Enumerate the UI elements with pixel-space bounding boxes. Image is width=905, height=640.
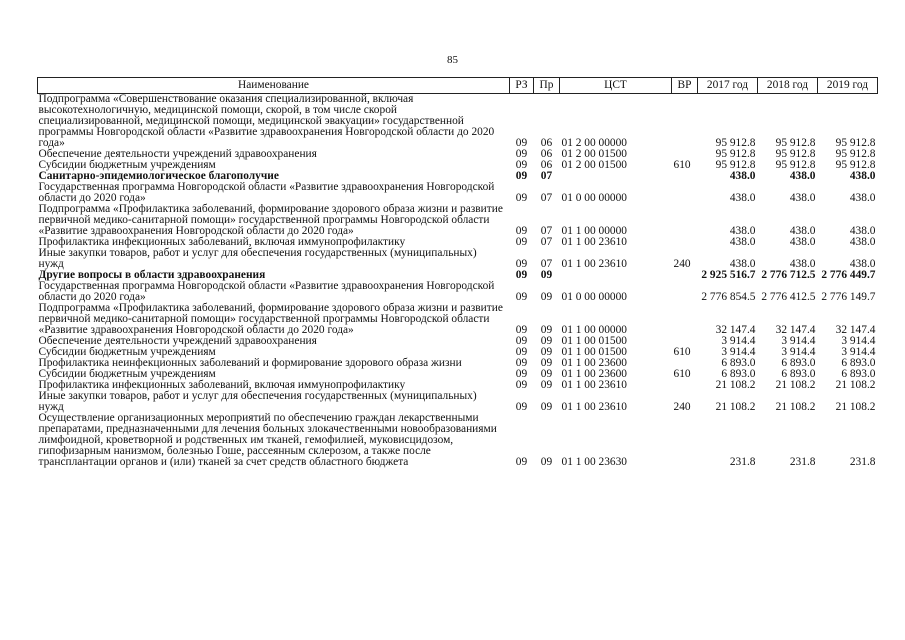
cell-y2018: 6 893.0 xyxy=(781,357,816,369)
cell-y2017: 438.0 xyxy=(729,192,756,204)
cell-cst: 01 0 00 00000 xyxy=(561,291,627,303)
cell-cst: 01 2 00 00000 xyxy=(561,137,627,149)
cell-y2018: 2 776 412.5 xyxy=(761,291,816,303)
cell-rz: 09 xyxy=(515,368,528,380)
cell-rz: 09 xyxy=(515,335,528,347)
cell-y2017: 3 914.4 xyxy=(721,346,756,358)
cell-name: Подпрограмма «Профилактика заболеваний, формирование здорового образа жизни и развитие первичной медико-санитарной помощи» государственной программы Новгородской области «Развитие здравоохранения Новгородской области до 2020 года» xyxy=(38,302,503,336)
cell-name: Обеспечение деятельности учреждений здравоохранения xyxy=(38,148,317,160)
cell-vr: 610 xyxy=(673,368,691,380)
header-vr: ВР xyxy=(672,78,698,94)
cell-y2018: 3 914.4 xyxy=(781,335,816,347)
cell-name: Другие вопросы в области здравоохранения xyxy=(38,269,266,281)
cell-y2019: 3 914.4 xyxy=(841,346,876,358)
header-row xyxy=(38,78,878,94)
cell-pr: 09 xyxy=(540,456,553,468)
cell-rz: 09 xyxy=(515,148,528,160)
cell-y2017: 6 893.0 xyxy=(721,368,756,380)
cell-vr xyxy=(672,182,698,204)
cell-pr: 09 xyxy=(540,368,553,380)
table-row xyxy=(38,281,878,303)
table-row xyxy=(38,94,878,150)
header-pr: Пр xyxy=(534,78,560,94)
cell-y2019: 438.0 xyxy=(849,225,876,237)
cell-name: Подпрограмма «Совершенствование оказания специализированной, включая высокотехнологичную, медицинской помощи, скорой, в том числе скорой специализированной, медицинской помощи, медицинской эвакуации» государственной программы Новгородской области «Развитие здравоохранения Новгородской области до 2020 года» xyxy=(38,93,495,149)
cell-pr: 09 xyxy=(540,269,553,281)
cell-y2018: 3 914.4 xyxy=(781,346,816,358)
cell-name: Осуществление организационных мероприятий по обеспечению граждан лекарственными препаратами, предназначенными для лечения больных злокачественными новообразованиями лимфоидной, кроветворной и родственных им тканей, гемофилией, муковисцидозом, гипофизарным нанизмом, болезнью Гоше, рассеянным склерозом, а также после трансплантации органов и (или) тканей за счет средств областного бюджета xyxy=(38,412,497,468)
cell-pr: 09 xyxy=(540,346,553,358)
cell-name: Субсидии бюджетным учреждениям xyxy=(38,346,216,358)
cell-pr: 09 xyxy=(540,357,553,369)
cell-y2018: 95 912.8 xyxy=(775,148,816,160)
cell-y2019: 6 893.0 xyxy=(841,368,876,380)
header-2018: 2018 год xyxy=(758,78,818,94)
cell-pr: 06 xyxy=(540,137,553,149)
header-2017: 2017 год xyxy=(698,78,758,94)
cell-y2017: 21 108.2 xyxy=(715,379,756,391)
cell-y2017: 32 147.4 xyxy=(715,324,756,336)
cell-y2018: 32 147.4 xyxy=(775,324,816,336)
cell-rz: 09 xyxy=(515,357,528,369)
cell-name: Субсидии бюджетным учреждениям xyxy=(38,159,216,171)
cell-y2019: 438.0 xyxy=(849,236,876,248)
cell-rz: 09 xyxy=(515,170,528,182)
cell-name: Государственная программа Новгородской области «Развитие здравоохранения Новгородской области до 2020 года» xyxy=(38,181,495,204)
cell-name: Профилактика инфекционных заболеваний, включая иммунопрофилактику xyxy=(38,379,406,391)
cell-y2018: 438.0 xyxy=(789,192,816,204)
cell-y2017: 2 925 516.7 xyxy=(701,269,756,281)
cell-vr xyxy=(672,281,698,303)
cell-rz: 09 xyxy=(515,137,528,149)
cell-y2019: 95 912.8 xyxy=(835,148,876,160)
table-row xyxy=(38,413,878,468)
cell-rz: 09 xyxy=(515,258,528,270)
header-rz: РЗ xyxy=(510,78,534,94)
cell-cst: 01 1 00 23610 xyxy=(561,258,627,270)
cell-cst: 01 1 00 23630 xyxy=(561,456,627,468)
cell-rz: 09 xyxy=(515,192,528,204)
cell-rz: 09 xyxy=(515,225,528,237)
cell-y2019: 21 108.2 xyxy=(835,379,876,391)
header-name: Наименование xyxy=(38,78,510,94)
cell-y2019: 2 776 449.7 xyxy=(821,269,876,281)
cell-vr xyxy=(672,94,698,150)
cell-rz: 09 xyxy=(515,291,528,303)
cell-y2018: 438.0 xyxy=(789,236,816,248)
cell-y2017: 438.0 xyxy=(729,258,756,270)
cell-rz: 09 xyxy=(515,159,528,171)
cell-y2019: 32 147.4 xyxy=(835,324,876,336)
cell-pr: 07 xyxy=(540,236,553,248)
cell-y2018: 21 108.2 xyxy=(775,401,816,413)
cell-y2019: 438.0 xyxy=(849,258,876,270)
cell-name: Профилактика инфекционных заболеваний, включая иммунопрофилактику xyxy=(38,236,406,248)
cell-vr xyxy=(672,380,698,391)
cell-rz: 09 xyxy=(515,269,528,281)
cell-pr: 09 xyxy=(540,324,553,336)
cell-y2017: 438.0 xyxy=(729,170,756,182)
cell-cst: 01 1 00 01500 xyxy=(561,335,627,347)
cell-name: Подпрограмма «Профилактика заболеваний, формирование здорового образа жизни и развитие первичной медико-санитарной помощи» государственной программы Новгородской области «Развитие здравоохранения Новгородской области до 2020 года» xyxy=(38,203,503,237)
cell-pr: 09 xyxy=(540,401,553,413)
cell-rz: 09 xyxy=(515,236,528,248)
cell-name: Обеспечение деятельности учреждений здравоохранения xyxy=(38,335,317,347)
budget-table xyxy=(37,77,878,468)
cell-cst: 01 1 00 23610 xyxy=(561,401,627,413)
cell-pr: 07 xyxy=(540,170,553,182)
cell-y2019: 6 893.0 xyxy=(841,357,876,369)
cell-cst: 01 1 00 01500 xyxy=(561,346,627,358)
cell-vr xyxy=(672,303,698,336)
cell-y2019: 3 914.4 xyxy=(841,335,876,347)
table-row xyxy=(38,391,878,413)
cell-cst: 01 1 00 23610 xyxy=(561,379,627,391)
cell-rz: 09 xyxy=(515,456,528,468)
header-cst: ЦСТ xyxy=(560,78,672,94)
cell-pr: 09 xyxy=(540,335,553,347)
cell-cst: 01 1 00 23600 xyxy=(561,357,627,369)
cell-pr: 06 xyxy=(540,159,553,171)
cell-cst: 01 2 00 01500 xyxy=(561,159,627,171)
cell-name: Санитарно-эпидемиологическое благополучие xyxy=(38,170,279,182)
cell-y2019: 438.0 xyxy=(849,192,876,204)
cell-y2018: 438.0 xyxy=(789,225,816,237)
cell-cst xyxy=(560,171,672,182)
table-row xyxy=(38,204,878,237)
cell-name: Иные закупки товаров, работ и услуг для обеспечения государственных (муниципальных) нужд xyxy=(38,390,477,413)
cell-pr: 07 xyxy=(540,225,553,237)
cell-y2019: 2 776 149.7 xyxy=(821,291,876,303)
cell-cst xyxy=(560,270,672,281)
cell-cst: 01 1 00 23610 xyxy=(561,236,627,248)
cell-name: Иные закупки товаров, работ и услуг для обеспечения государственных (муниципальных) нужд xyxy=(38,247,477,270)
cell-y2018: 438.0 xyxy=(789,258,816,270)
cell-rz: 09 xyxy=(515,379,528,391)
cell-y2018: 95 912.8 xyxy=(775,159,816,171)
cell-y2018: 21 108.2 xyxy=(775,379,816,391)
cell-vr xyxy=(672,413,698,468)
cell-y2017: 6 893.0 xyxy=(721,357,756,369)
cell-vr: 240 xyxy=(673,258,691,270)
cell-vr xyxy=(672,270,698,281)
cell-y2017: 21 108.2 xyxy=(715,401,756,413)
cell-y2018: 95 912.8 xyxy=(775,137,816,149)
page-number: 85 xyxy=(447,54,458,66)
cell-rz: 09 xyxy=(515,401,528,413)
cell-y2018: 6 893.0 xyxy=(781,368,816,380)
cell-vr xyxy=(672,171,698,182)
cell-cst: 01 2 00 01500 xyxy=(561,148,627,160)
table-row xyxy=(38,248,878,270)
cell-vr xyxy=(672,204,698,237)
cell-name: Субсидии бюджетным учреждениям xyxy=(38,368,216,380)
cell-name: Государственная программа Новгородской области «Развитие здравоохранения Новгородской области до 2020 года» xyxy=(38,280,495,303)
cell-cst: 01 0 00 00000 xyxy=(561,192,627,204)
table-row xyxy=(38,182,878,204)
cell-y2018: 2 776 712.5 xyxy=(761,269,816,281)
cell-vr xyxy=(672,237,698,248)
cell-y2017: 438.0 xyxy=(729,236,756,248)
cell-pr: 09 xyxy=(540,379,553,391)
cell-y2017: 231.8 xyxy=(729,456,756,468)
cell-pr: 07 xyxy=(540,192,553,204)
table-row xyxy=(38,303,878,336)
cell-y2017: 2 776 854.5 xyxy=(701,291,756,303)
cell-pr: 07 xyxy=(540,258,553,270)
cell-cst: 01 1 00 23600 xyxy=(561,368,627,380)
cell-y2017: 95 912.8 xyxy=(715,148,756,160)
cell-vr: 610 xyxy=(673,346,691,358)
cell-y2017: 438.0 xyxy=(729,225,756,237)
cell-y2017: 95 912.8 xyxy=(715,137,756,149)
cell-vr: 240 xyxy=(673,401,691,413)
cell-pr: 06 xyxy=(540,148,553,160)
cell-name: Профилактика неинфекционных заболеваний и формирование здорового образа жизни xyxy=(38,357,462,369)
cell-y2018: 231.8 xyxy=(789,456,816,468)
cell-y2019: 21 108.2 xyxy=(835,401,876,413)
cell-y2017: 3 914.4 xyxy=(721,335,756,347)
cell-y2018: 438.0 xyxy=(789,170,816,182)
cell-pr: 09 xyxy=(540,291,553,303)
cell-y2019: 95 912.8 xyxy=(835,159,876,171)
cell-y2019: 95 912.8 xyxy=(835,137,876,149)
cell-rz: 09 xyxy=(515,324,528,336)
cell-cst: 01 1 00 00000 xyxy=(561,225,627,237)
cell-y2019: 438.0 xyxy=(849,170,876,182)
cell-cst: 01 1 00 00000 xyxy=(561,324,627,336)
cell-y2019: 231.8 xyxy=(849,456,876,468)
cell-rz: 09 xyxy=(515,346,528,358)
cell-y2017: 95 912.8 xyxy=(715,159,756,171)
cell-vr: 610 xyxy=(673,159,691,171)
header-2019: 2019 год xyxy=(818,78,878,94)
